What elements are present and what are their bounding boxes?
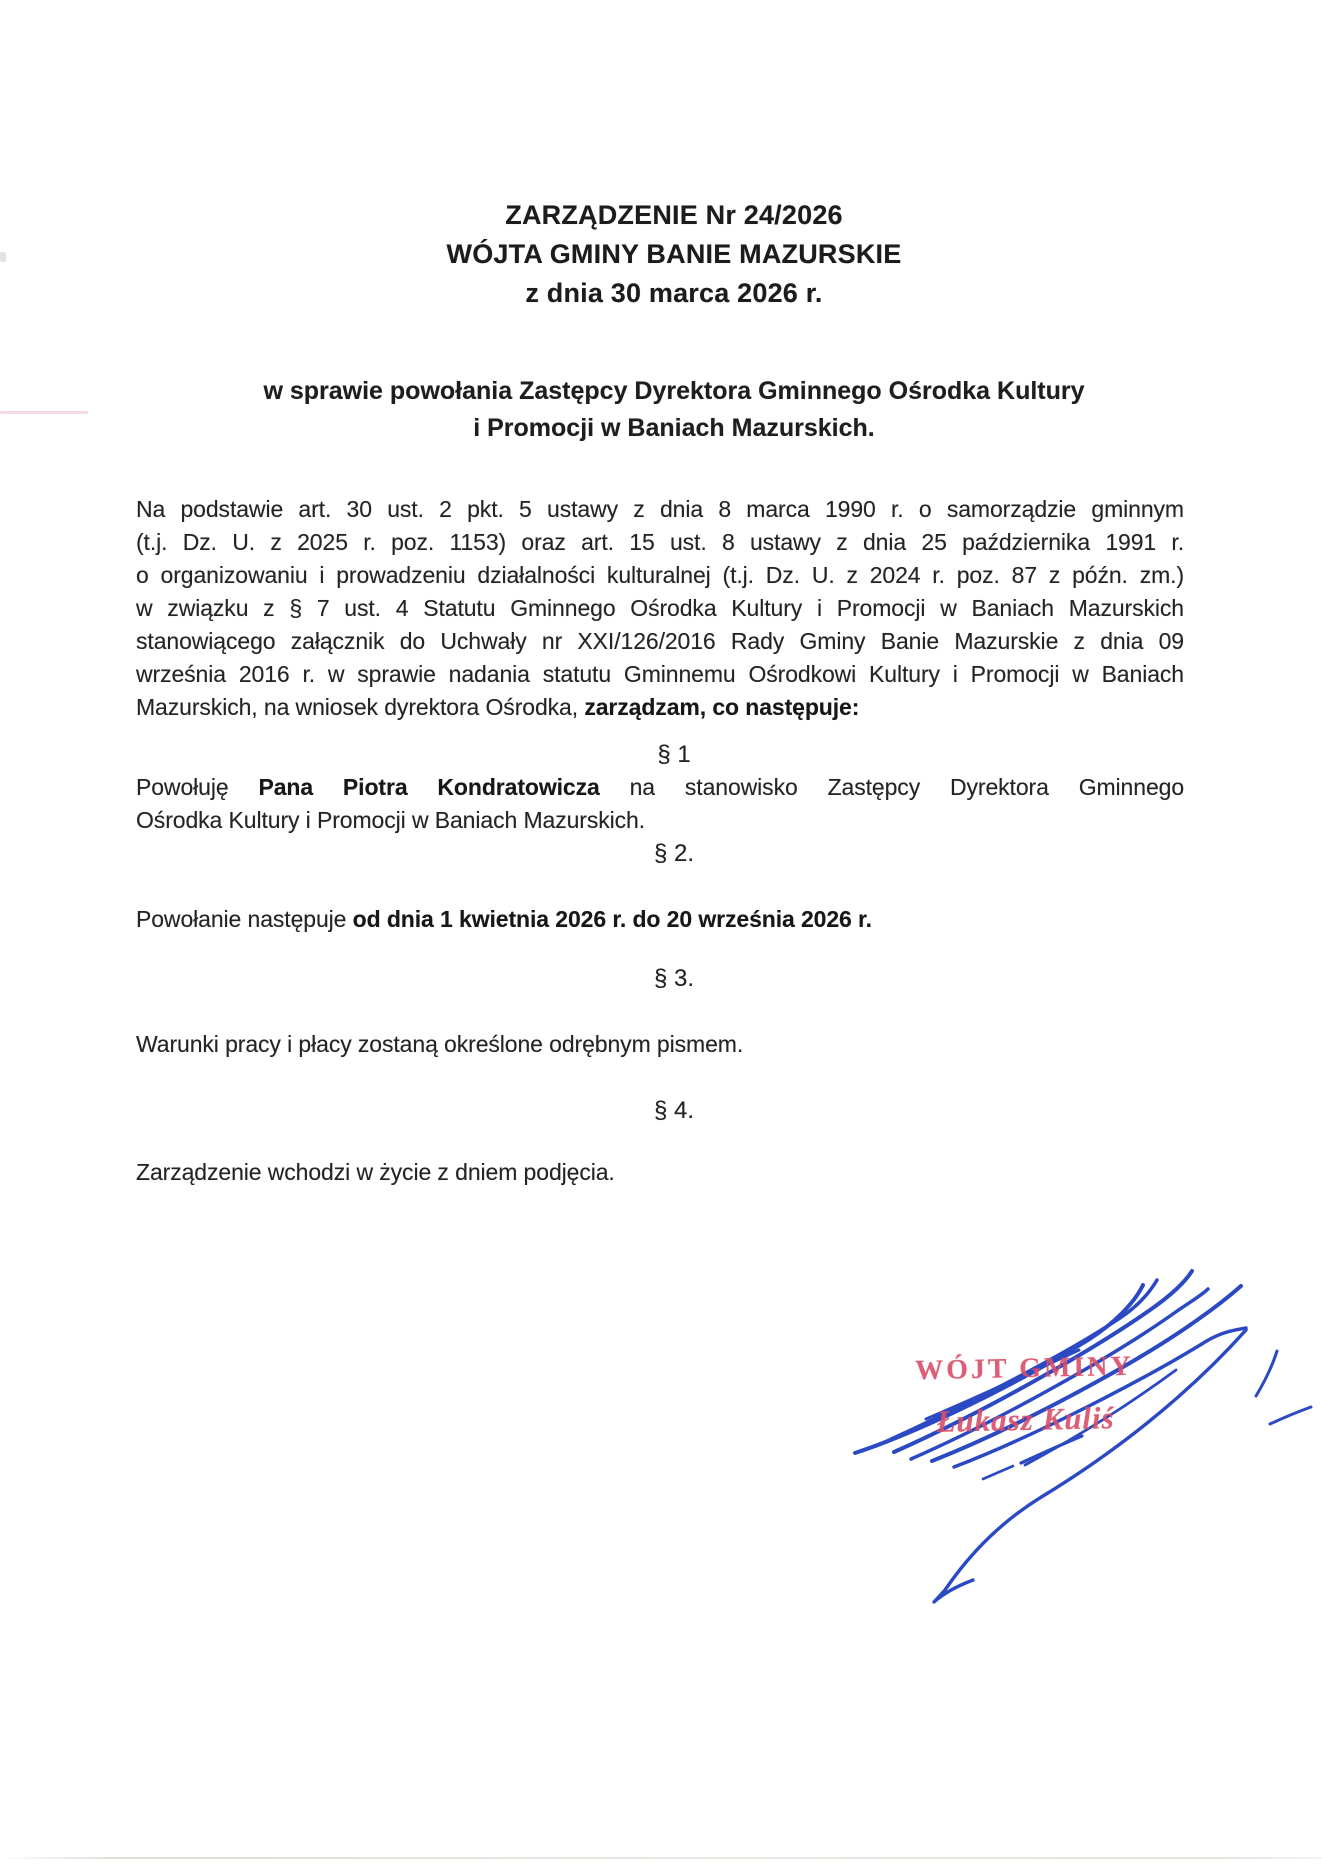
section-3-heading: § 3. <box>653 965 695 992</box>
section-1-heading: § 1 <box>657 741 691 768</box>
text-segment: Ośrodka Kultury i Promocji w Baniach Mazurskich. <box>136 807 646 833</box>
text-segment: (t.j. Dz. U. z 2025 r. poz. 1153) oraz art. 15 ust. 8 ustawy z dnia 25 października 1991 r. <box>136 529 1184 555</box>
subject-line: i Promocji w Baniach Mazurskich. <box>473 414 875 442</box>
text-segment: Na podstawie art. 30 ust. 2 pkt. 5 ustawy z dnia 8 marca 1990 r. o samorządzie gminnym <box>136 496 1184 522</box>
title-line-date: z dnia 30 marca 2026 r. <box>525 278 823 308</box>
scan-artifact-bottom-line <box>8 1857 1322 1859</box>
section-3-body <box>136 1028 1184 1061</box>
section-2-body <box>136 903 1184 936</box>
legal-basis-paragraph <box>136 493 1184 724</box>
text-line <box>136 526 1184 559</box>
text-line <box>136 903 1184 936</box>
text-segment: na stanowisko Zastępcy Dyrektora Gminnego <box>599 774 1185 800</box>
bold-text-segment: od dnia 1 kwietnia 2026 r. do 20 września 2026 r. <box>352 906 872 932</box>
text-line <box>136 625 1184 658</box>
stamp-office-title: WÓJT GMINY <box>914 1350 1134 1387</box>
text-line <box>136 592 1184 625</box>
text-line <box>136 804 1184 837</box>
text-line <box>136 658 1184 691</box>
text-line <box>136 771 1184 804</box>
section-1-body <box>136 771 1184 837</box>
document-subject <box>136 373 1198 447</box>
section-4-heading: § 4. <box>653 1097 695 1124</box>
text-segment: stanowiącego załącznik do Uchwały nr XXI/126/2016 Rady Gminy Banie Mazurskie z dnia 09 <box>136 628 1184 654</box>
text-line <box>136 493 1184 526</box>
bold-text-segment: zarządzam, co następuje: <box>584 694 860 720</box>
document-title <box>136 196 1198 313</box>
text-line <box>136 1028 1184 1061</box>
text-segment: Warunki pracy i płacy zostaną określone odrębnym pismem. <box>136 1031 744 1057</box>
official-stamp <box>819 1348 1231 1443</box>
subject-line: w sprawie powołania Zastępcy Dyrektora Gminnego Ośrodka Kultury <box>263 377 1085 405</box>
text-segment: Zarządzenie wchodzi w życie z dniem podjęcia. <box>136 1159 615 1185</box>
text-segment: Mazurskich, na wniosek dyrektora Ośrodka, <box>136 694 585 720</box>
title-line-issuer: WÓJTA GMINY BANIE MAZURSKIE <box>446 239 902 269</box>
text-segment: Powołuję <box>136 774 259 800</box>
stamp-person-name: Łukasz Kuliś <box>936 1400 1115 1439</box>
section-4-body <box>136 1156 1184 1189</box>
bold-text-segment: Pana Piotra Kondratowicza <box>258 774 600 800</box>
section-2-heading: § 2. <box>653 840 695 867</box>
scan-artifact-speck <box>0 252 6 262</box>
scan-artifact-line <box>0 411 88 414</box>
text-line <box>136 559 1184 592</box>
text-segment: w związku z § 7 ust. 4 Statutu Gminnego Ośrodka Kultury i Promocji w Baniach Mazurskich <box>136 595 1184 621</box>
text-segment: Powołanie następuje <box>136 906 353 932</box>
text-line <box>136 691 1184 724</box>
text-segment: września 2016 r. w sprawie nadania statutu Gminnemu Ośrodkowi Kultury i Promocji w Baniach <box>136 661 1184 687</box>
text-segment: o organizowaniu i prowadzeniu działalności kulturalnej (t.j. Dz. U. z 2024 r. poz. 87 z późn. zm.) <box>136 562 1184 588</box>
title-line-number: ZARZĄDZENIE Nr 24/2026 <box>505 200 843 230</box>
text-line <box>136 1156 1184 1189</box>
